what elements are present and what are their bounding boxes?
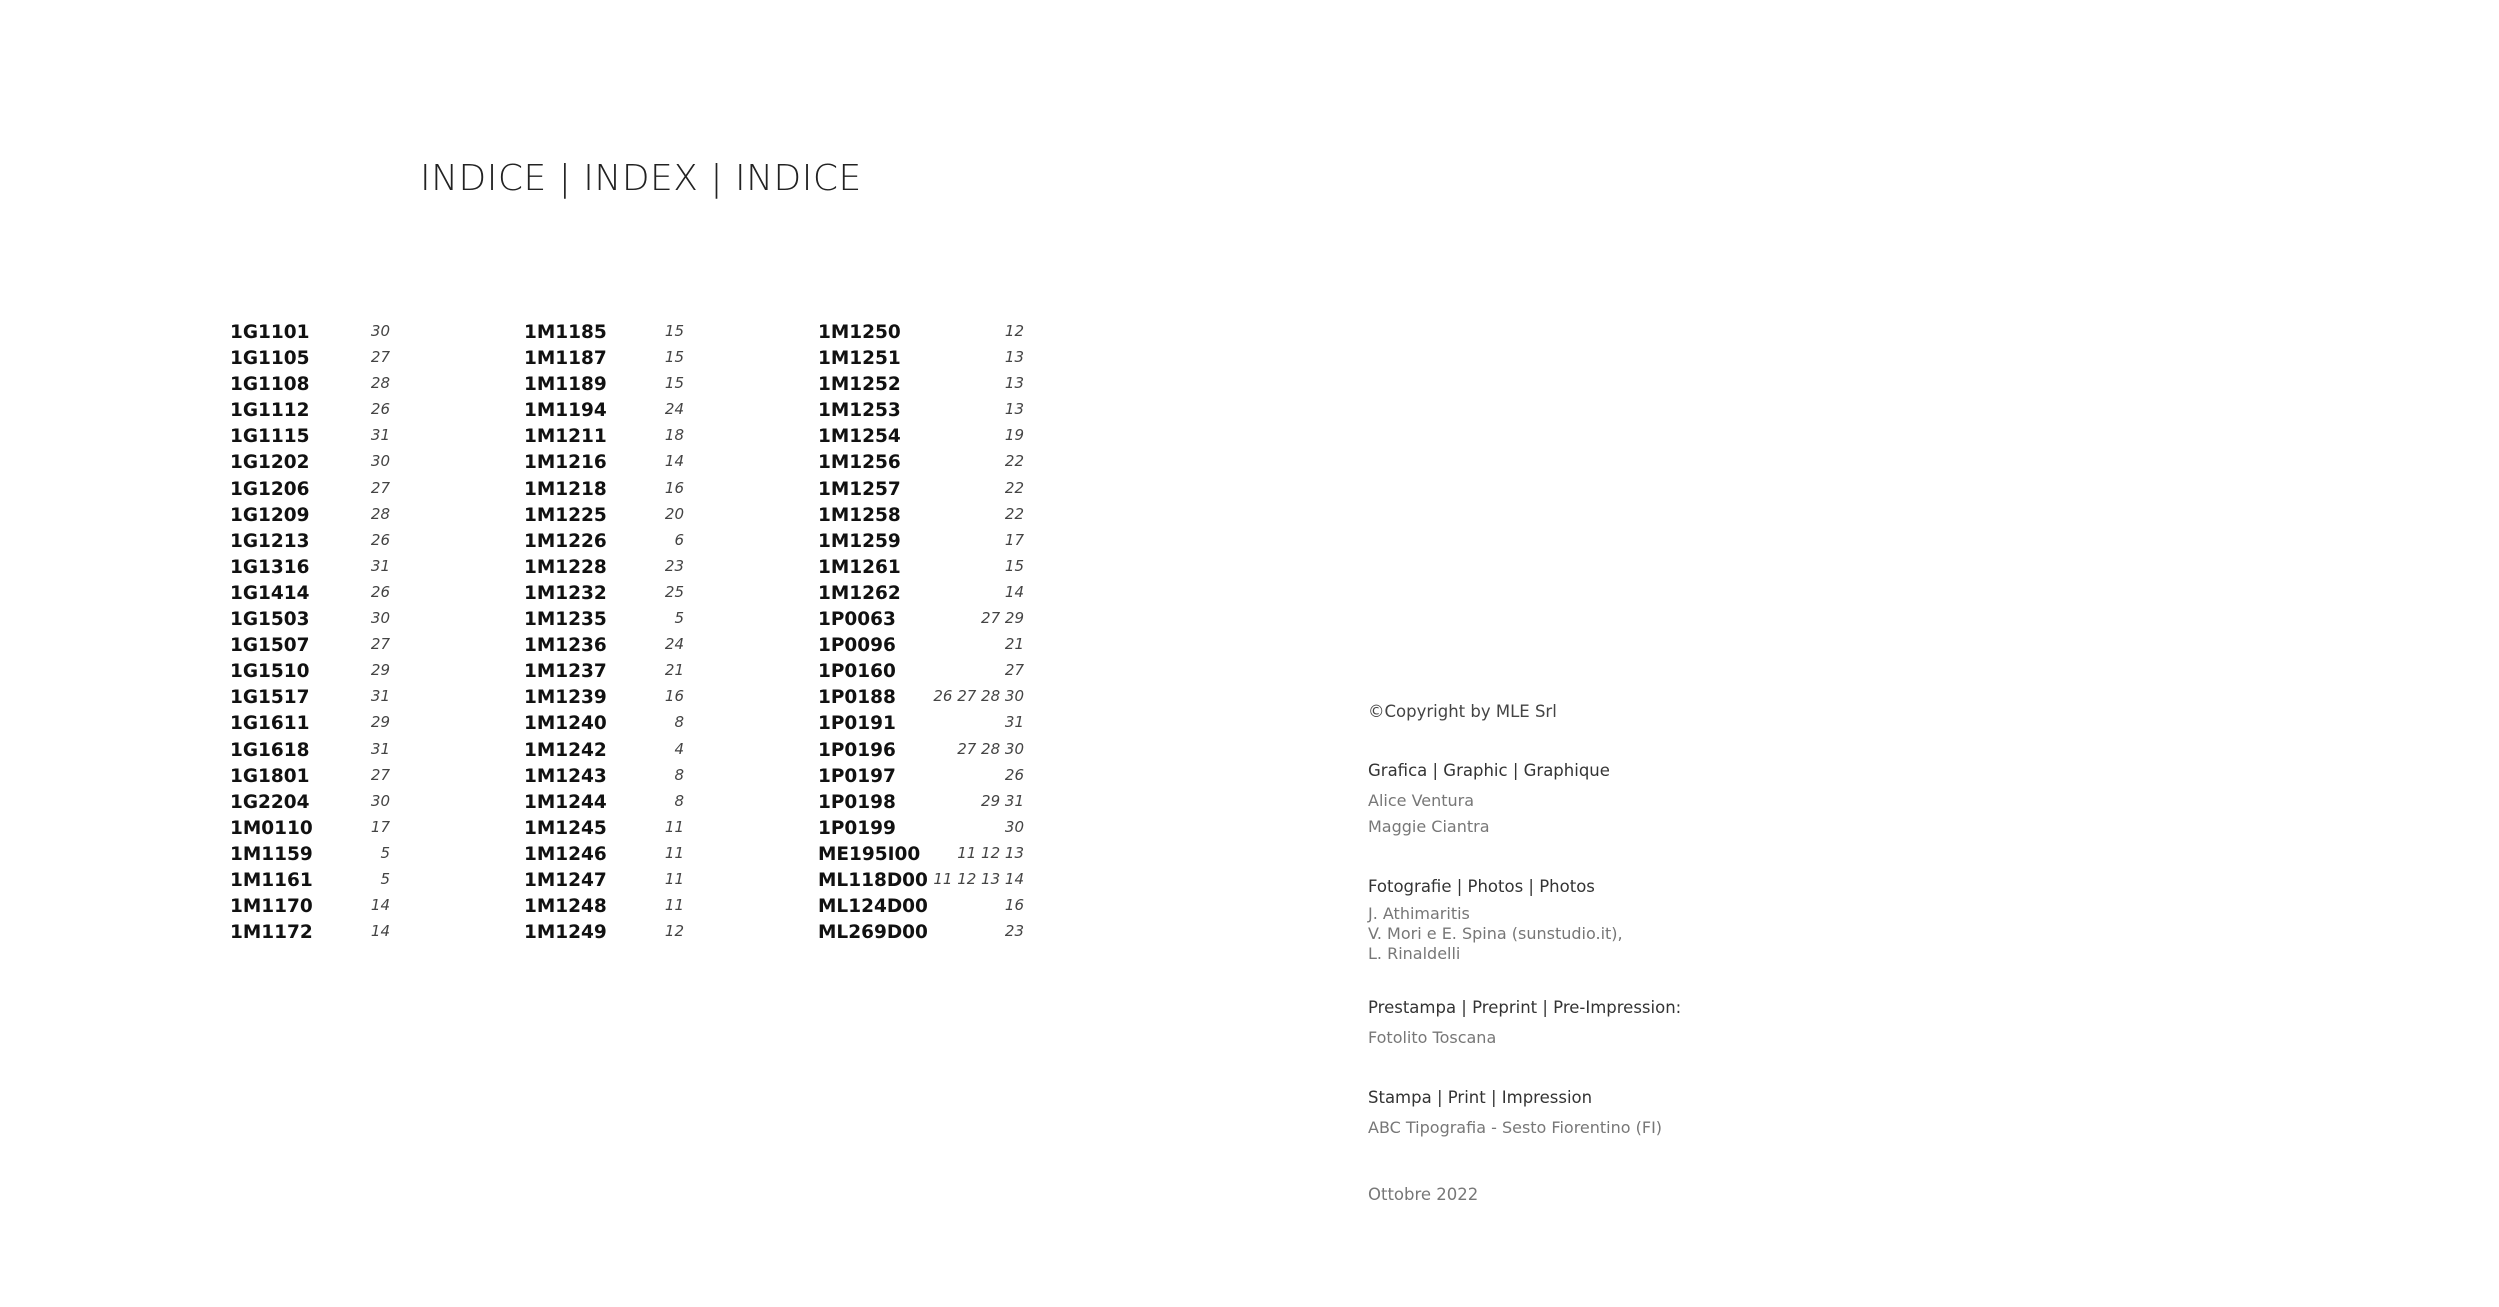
graphic-heading: Grafica | Graphic | Graphique	[1368, 761, 1610, 780]
product-code: 1M1248	[524, 896, 607, 918]
product-code: 1M1239	[524, 687, 607, 709]
page-numbers: 11	[664, 843, 684, 862]
product-code: 1M1254	[818, 426, 901, 448]
product-code: 1M1250	[818, 322, 901, 343]
index-entry	[818, 868, 1024, 894]
index-entry	[818, 764, 1024, 790]
product-code: 1M1236	[524, 635, 607, 657]
index-entry	[524, 320, 684, 346]
index-entry	[818, 816, 1024, 842]
page-numbers: 12	[664, 922, 684, 941]
index-entry	[818, 920, 1024, 946]
index-entry	[818, 607, 1024, 633]
index-entry	[230, 372, 390, 398]
product-code: 1G1618	[230, 739, 310, 761]
product-code: 1G1801	[230, 765, 310, 787]
product-code: ML118D00	[818, 869, 928, 891]
index-entry	[230, 529, 390, 555]
product-code: 1G1209	[230, 504, 310, 526]
page-numbers: 30	[370, 452, 390, 471]
index-entry	[524, 398, 684, 424]
preprint-heading: Prestampa | Preprint | Pre-Impression:	[1368, 998, 1682, 1017]
index-entry	[524, 607, 684, 633]
page-numbers: 25	[664, 582, 684, 601]
page-numbers: 23	[664, 556, 684, 575]
index-entry	[524, 764, 684, 790]
product-code: 1G1112	[230, 400, 310, 422]
product-code: 1M1237	[524, 661, 607, 683]
product-code: 1G1316	[230, 556, 310, 578]
copyright-block	[1368, 702, 1557, 721]
page-numbers: 13	[1004, 348, 1024, 367]
index-entry	[818, 711, 1024, 737]
product-code: 1G2204	[230, 791, 310, 813]
index-entry	[818, 503, 1024, 529]
index-entry	[524, 477, 684, 503]
index-entry	[818, 790, 1024, 816]
index-entry	[524, 529, 684, 555]
product-code: 1M1261	[818, 556, 901, 578]
product-code: 1M1172	[230, 922, 313, 944]
product-code: 1M1235	[524, 609, 607, 631]
index-entry	[524, 738, 684, 764]
index-entry	[230, 607, 390, 633]
index-entry	[818, 555, 1024, 581]
index-entry	[230, 711, 390, 737]
page-numbers: 27	[370, 478, 390, 497]
index-entry	[524, 503, 684, 529]
index-entry	[524, 894, 684, 920]
product-code: 1M1218	[524, 478, 607, 500]
product-code: 1M1244	[524, 791, 607, 813]
product-code: 1G1108	[230, 374, 310, 396]
page-numbers: 13	[1004, 400, 1024, 419]
page-numbers: 15	[664, 374, 684, 393]
page-numbers: 31	[370, 739, 390, 758]
index-entry	[230, 790, 390, 816]
product-code: 1M1247	[524, 869, 607, 891]
page-numbers: 16	[664, 687, 684, 706]
page-numbers: 14	[370, 896, 390, 915]
index-entry	[230, 398, 390, 424]
product-code: 1G1510	[230, 661, 310, 683]
page-numbers: 13	[1004, 374, 1024, 393]
page-numbers: 8	[674, 791, 684, 810]
index-entry	[818, 372, 1024, 398]
page-numbers: 26	[1004, 765, 1024, 784]
product-code: 1P0198	[818, 791, 896, 813]
product-code: 1M1259	[818, 530, 901, 552]
product-code: 1M1243	[524, 765, 607, 787]
product-code: 1M1246	[524, 843, 607, 865]
product-code: 1M1242	[524, 739, 607, 761]
index-entry	[818, 477, 1024, 503]
page-numbers: 11	[664, 896, 684, 915]
page-numbers: 31	[370, 687, 390, 706]
product-code: 1M1189	[524, 374, 607, 396]
product-code: 1M1252	[818, 374, 901, 396]
print-company: ABC Tipografia - Sesto Fiorentino (FI)	[1368, 1118, 1663, 1137]
index-entry	[230, 555, 390, 581]
page-numbers: 6	[674, 530, 684, 549]
page-numbers: 27 28 30	[957, 739, 1024, 758]
product-code: 1G1206	[230, 478, 310, 500]
copyright-text: ©Copyright by MLE Srl	[1368, 702, 1557, 721]
photo-credits	[1368, 876, 1623, 964]
page-numbers: 5	[380, 843, 390, 862]
index-entry	[230, 581, 390, 607]
page-numbers: 30	[370, 791, 390, 810]
product-code: 1M1159	[230, 843, 313, 865]
product-code: 1M0110	[230, 817, 313, 839]
index-entry	[230, 503, 390, 529]
index-entry	[230, 477, 390, 503]
page-numbers: 27	[370, 348, 390, 367]
product-code: 1P0063	[818, 609, 896, 631]
page-numbers: 4	[674, 739, 684, 758]
index-entry	[230, 346, 390, 372]
page-numbers: 14	[1004, 582, 1024, 601]
product-code: 1M1187	[524, 348, 607, 370]
index-entry	[230, 738, 390, 764]
product-code: 1M1194	[524, 400, 607, 422]
page-numbers: 19	[1004, 426, 1024, 445]
publication-date: Ottobre 2022	[1368, 1185, 1479, 1204]
product-code: 1G1414	[230, 582, 310, 604]
page-numbers: 11	[664, 869, 684, 888]
product-code: 1G1507	[230, 635, 310, 657]
index-entry	[524, 659, 684, 685]
index-entry	[524, 372, 684, 398]
page-numbers: 8	[674, 713, 684, 732]
product-code: 1P0188	[818, 687, 896, 709]
page-numbers: 21	[664, 661, 684, 680]
index-entry	[524, 581, 684, 607]
product-code: 1G1503	[230, 609, 310, 631]
index-entry	[524, 816, 684, 842]
index-entry	[230, 894, 390, 920]
photographer-name: V. Mori e E. Spina (sunstudio.it),	[1368, 924, 1623, 943]
index-entry	[818, 685, 1024, 711]
graphic-credits	[1368, 760, 1610, 840]
index-entry	[230, 764, 390, 790]
index-entry	[230, 320, 390, 346]
preprint-company: Fotolito Toscana	[1368, 1028, 1497, 1047]
product-code: 1G1101	[230, 322, 310, 343]
page-numbers: 16	[664, 478, 684, 497]
page-numbers: 29 31	[981, 791, 1024, 810]
page-numbers: 31	[1004, 713, 1024, 732]
page-numbers: 11 12 13 14	[933, 869, 1024, 888]
product-code: 1M1256	[818, 452, 901, 474]
index-entry	[818, 529, 1024, 555]
page-numbers: 17	[1004, 530, 1024, 549]
page-numbers: 15	[1004, 556, 1024, 575]
product-code: 1M1262	[818, 582, 901, 604]
product-code: 1M1253	[818, 400, 901, 422]
product-code: 1P0196	[818, 739, 896, 761]
index-entry	[818, 346, 1024, 372]
index-entry	[524, 424, 684, 450]
index-entry	[230, 842, 390, 868]
page-numbers: 28	[370, 374, 390, 393]
product-code: 1M1257	[818, 478, 901, 500]
page-numbers: 21	[1004, 635, 1024, 654]
product-code: 1M1211	[524, 426, 607, 448]
page-numbers: 16	[1004, 896, 1024, 915]
product-code: 1M1216	[524, 452, 607, 474]
index-entry	[230, 633, 390, 659]
photographer-name: L. Rinaldelli	[1368, 944, 1461, 963]
page-numbers: 14	[664, 452, 684, 471]
page-numbers: 24	[664, 635, 684, 654]
page-numbers: 30	[370, 609, 390, 628]
page-numbers: 30	[1004, 817, 1024, 836]
index-entry	[230, 450, 390, 476]
product-code: 1M1185	[524, 322, 607, 343]
index-entry	[524, 450, 684, 476]
index-entry	[230, 868, 390, 894]
date-block	[1368, 1185, 1478, 1204]
product-code: 1M1232	[524, 582, 607, 604]
index-entry	[818, 424, 1024, 450]
product-code: 1M1161	[230, 869, 313, 891]
photos-heading: Fotografie | Photos | Photos	[1368, 877, 1595, 896]
index-entry	[818, 398, 1024, 424]
index-entry	[818, 738, 1024, 764]
page-numbers: 27	[1004, 661, 1024, 680]
index-entry	[818, 581, 1024, 607]
page-numbers: 11	[664, 817, 684, 836]
index-entry	[524, 555, 684, 581]
product-code: 1M1245	[524, 817, 607, 839]
product-code: ML124D00	[818, 896, 928, 918]
index-entry	[818, 659, 1024, 685]
page-numbers: 14	[370, 922, 390, 941]
product-code: 1G1105	[230, 348, 310, 370]
index-entry	[524, 633, 684, 659]
index-entry	[230, 424, 390, 450]
page-numbers: 12	[1004, 322, 1024, 340]
page-title: INDICE | INDEX | INDICE	[420, 158, 862, 199]
page-numbers: 11 12 13	[957, 843, 1024, 862]
page-numbers: 18	[664, 426, 684, 445]
product-code: 1G1202	[230, 452, 310, 474]
print-credits	[1368, 1087, 1662, 1141]
product-code: 1P0191	[818, 713, 896, 735]
index-entry	[818, 450, 1024, 476]
index-entry	[230, 920, 390, 946]
index-entry	[524, 790, 684, 816]
page-numbers: 27	[370, 635, 390, 654]
page-numbers: 27	[370, 765, 390, 784]
product-code: 1M1226	[524, 530, 607, 552]
index-entry	[230, 685, 390, 711]
product-code: 1G1213	[230, 530, 310, 552]
page-numbers: 20	[664, 504, 684, 523]
graphic-name: Maggie Ciantra	[1368, 817, 1490, 836]
index-entry	[230, 659, 390, 685]
page-numbers: 5	[674, 609, 684, 628]
page-numbers: 26	[370, 400, 390, 419]
page-numbers: 24	[664, 400, 684, 419]
product-code: 1M1170	[230, 896, 313, 918]
product-code: 1G1611	[230, 713, 310, 735]
index-column-1	[230, 320, 390, 946]
page-numbers: 22	[1004, 452, 1024, 471]
index-entry	[524, 920, 684, 946]
page-numbers: 29	[370, 661, 390, 680]
product-code: 1P0096	[818, 635, 896, 657]
index-entry	[818, 633, 1024, 659]
page-numbers: 29	[370, 713, 390, 732]
index-entry	[818, 320, 1024, 346]
page-numbers: 17	[370, 817, 390, 836]
product-code: 1G1517	[230, 687, 310, 709]
page-numbers: 30	[370, 322, 390, 340]
index-entry	[818, 842, 1024, 868]
index-entry	[524, 868, 684, 894]
preprint-credits	[1368, 997, 1681, 1051]
index-entry	[818, 894, 1024, 920]
graphic-name: Alice Ventura	[1368, 791, 1475, 810]
product-code: 1M1225	[524, 504, 607, 526]
page-numbers: 23	[1004, 922, 1024, 941]
page-numbers: 8	[674, 765, 684, 784]
index-column-3	[818, 320, 1024, 946]
print-heading: Stampa | Print | Impression	[1368, 1088, 1593, 1107]
page-numbers: 31	[370, 556, 390, 575]
page-numbers: 5	[380, 869, 390, 888]
page-numbers: 22	[1004, 504, 1024, 523]
page-numbers: 15	[664, 348, 684, 367]
page-numbers: 26	[370, 582, 390, 601]
product-code: 1M1258	[818, 504, 901, 526]
product-code: 1G1115	[230, 426, 310, 448]
index-entry	[230, 816, 390, 842]
product-code: 1M1251	[818, 348, 901, 370]
index-column-2	[524, 320, 684, 946]
page-numbers: 28	[370, 504, 390, 523]
product-code: 1M1228	[524, 556, 607, 578]
index-entry	[524, 685, 684, 711]
product-code: ME195I00	[818, 843, 921, 865]
page-numbers: 26	[370, 530, 390, 549]
photographer-name: J. Athimaritis	[1368, 904, 1470, 923]
product-code: 1P0199	[818, 817, 896, 839]
index-entry	[524, 711, 684, 737]
product-code: 1M1240	[524, 713, 607, 735]
page-numbers: 15	[664, 322, 684, 340]
product-code: 1P0197	[818, 765, 896, 787]
index-entry	[524, 346, 684, 372]
page-numbers: 26 27 28 30	[933, 687, 1024, 706]
product-code: 1M1249	[524, 922, 607, 944]
page-numbers: 22	[1004, 478, 1024, 497]
page-numbers: 27 29	[981, 609, 1024, 628]
index-entry	[524, 842, 684, 868]
product-code: ML269D00	[818, 922, 928, 944]
product-code: 1P0160	[818, 661, 896, 683]
page-numbers: 31	[370, 426, 390, 445]
